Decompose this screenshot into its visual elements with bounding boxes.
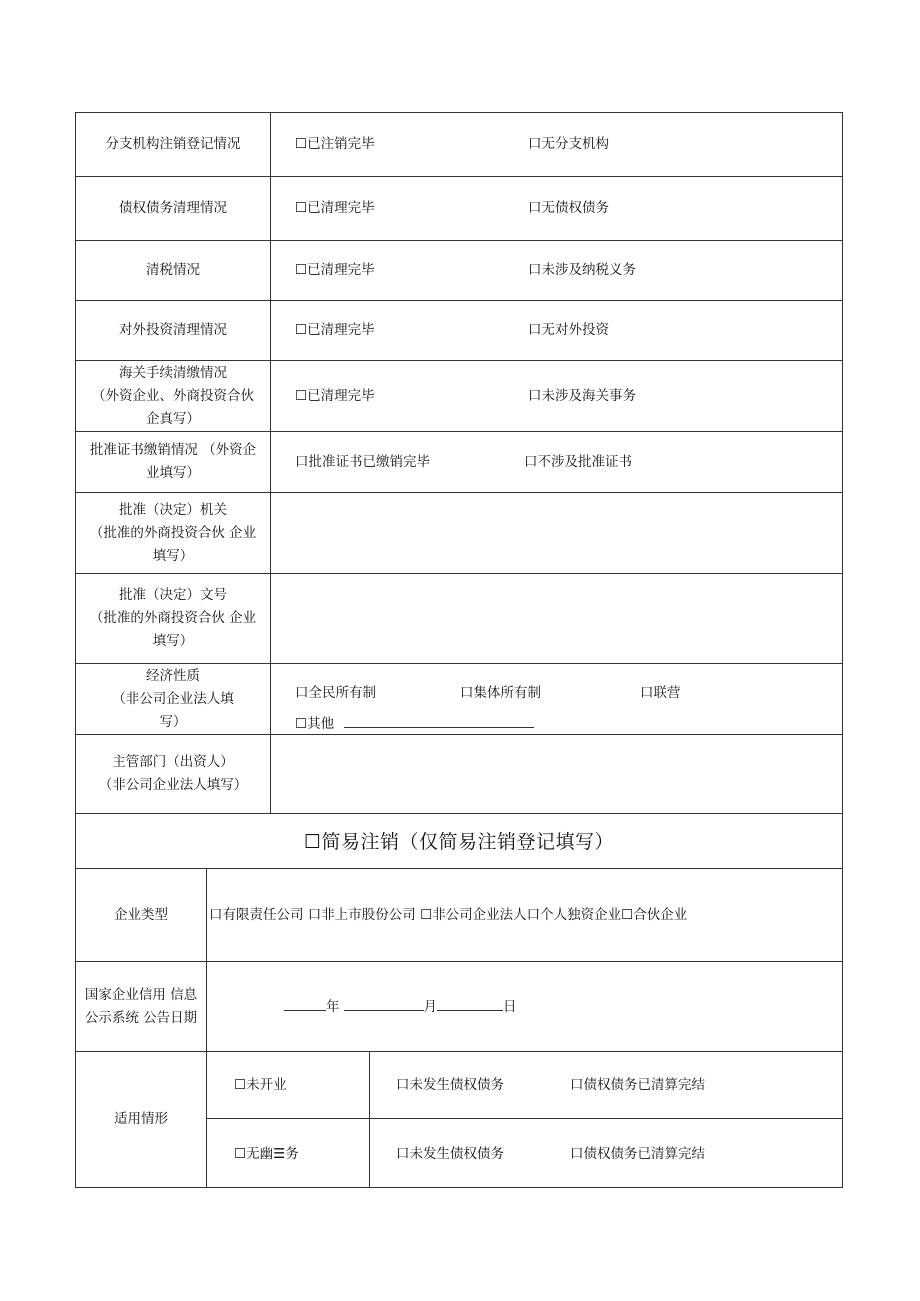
day-label: 日 xyxy=(503,999,517,1015)
investment-clearing-label: 对外投资清理情况 xyxy=(119,322,227,338)
other-nature-option[interactable] xyxy=(295,715,534,733)
investment-cleared-checkbox[interactable]: ☐已清理完毕 xyxy=(295,322,375,338)
approval-authority-label: 批准（决定）机关 （批准的外商投资合伙 企业 填写） xyxy=(89,501,257,564)
no-debt-incurred-checkbox[interactable]: 口未发生债权债务 xyxy=(396,1077,504,1093)
simple-cancellation-title[interactable]: ☐简易注销（仅简易注销登记填写） xyxy=(303,831,615,853)
not-opened-checkbox[interactable]: ☐未开业 xyxy=(234,1077,287,1093)
other-nature-checkbox[interactable]: ☐其他 xyxy=(295,716,335,732)
column-divider xyxy=(270,113,271,813)
announcement-date-field xyxy=(284,998,517,1016)
debt-settled-checkbox[interactable]: 口债权债务已清算完结 xyxy=(570,1077,705,1093)
no-customs-checkbox[interactable]: 口未涉及海关事务 xyxy=(528,388,636,404)
certificate-cancelled-checkbox[interactable]: 口批准证书已缴销完毕 xyxy=(295,454,430,470)
year-blank[interactable] xyxy=(284,998,326,1011)
supervisor-field[interactable] xyxy=(271,735,842,813)
tax-clearance-label: 清税情况 xyxy=(146,262,200,278)
month-label: 月 xyxy=(423,999,437,1015)
branch-cancellation-label: 分支机构注销登记情况 xyxy=(105,136,241,152)
approval-number-label: 批准（决定）文号 （批准的外商投资合伙 企业 填写） xyxy=(89,587,257,649)
economic-nature-label: 经济性质 （非公司企业法人填 写） xyxy=(112,667,234,730)
tax-cleared-checkbox[interactable]: ☐已清理完毕 xyxy=(295,262,375,278)
no-tax-obligation-checkbox[interactable]: 口未涉及纳税义务 xyxy=(528,262,636,278)
joint-venture-checkbox[interactable]: 口联营 xyxy=(640,685,681,701)
supervisor-label: 主管部门（出资人） （非公司企业法人填写） xyxy=(98,754,248,793)
column-divider xyxy=(206,869,207,1187)
column-divider xyxy=(369,1052,370,1187)
applicable-situation-label: 适用情形 xyxy=(114,1111,168,1127)
customs-clearance-label: 海关手续清缴情况 （外资企业、外商投资合伙 企真写） xyxy=(92,364,254,427)
no-branch-checkbox[interactable]: 口无分支机构 xyxy=(528,136,609,152)
branch-cancelled-checkbox[interactable]: ☐已注销完毕 xyxy=(295,136,375,152)
no-investment-checkbox[interactable]: 口无对外投资 xyxy=(528,322,609,338)
state-owned-checkbox[interactable]: 口全民所有制 xyxy=(295,685,376,701)
no-debt-business-checkbox[interactable]: ☐无幽☰务 xyxy=(234,1146,299,1162)
announcement-date-label: 国家企业信用 信息 公示系统 公告日期 xyxy=(84,986,198,1026)
no-debt-incurred-checkbox-2[interactable]: 口未发生债权债务 xyxy=(396,1146,504,1162)
enterprise-type-options[interactable]: 口有限责任公司 口非上市股份公司 ☐非公司企业法人口个人独资企业☐合伙企业 xyxy=(209,907,688,923)
debt-clearing-label: 债权债务清理情况 xyxy=(119,200,227,216)
approval-number-field[interactable] xyxy=(271,574,842,663)
debt-settled-checkbox-2[interactable]: 口债权债务已清算完结 xyxy=(570,1146,705,1162)
debt-cleared-checkbox[interactable]: ☐已清理完毕 xyxy=(295,200,375,216)
no-certificate-checkbox[interactable]: 口不涉及批准证书 xyxy=(524,454,632,470)
no-debt-checkbox[interactable]: 口无债权债务 xyxy=(528,200,609,216)
year-label: 年 xyxy=(326,999,340,1015)
row-divider xyxy=(207,1118,842,1119)
month-blank[interactable] xyxy=(344,998,424,1011)
other-nature-blank[interactable] xyxy=(344,715,534,728)
approval-authority-field[interactable] xyxy=(271,493,842,573)
certificate-cancellation-label: 批准证书缴销情况 （外资企 业填写） xyxy=(89,442,257,481)
customs-cleared-checkbox[interactable]: ☐已清理完毕 xyxy=(295,388,375,404)
collective-owned-checkbox[interactable]: 口集体所有制 xyxy=(460,685,541,701)
day-blank[interactable] xyxy=(437,998,503,1011)
enterprise-type-label: 企业类型 xyxy=(114,906,168,923)
